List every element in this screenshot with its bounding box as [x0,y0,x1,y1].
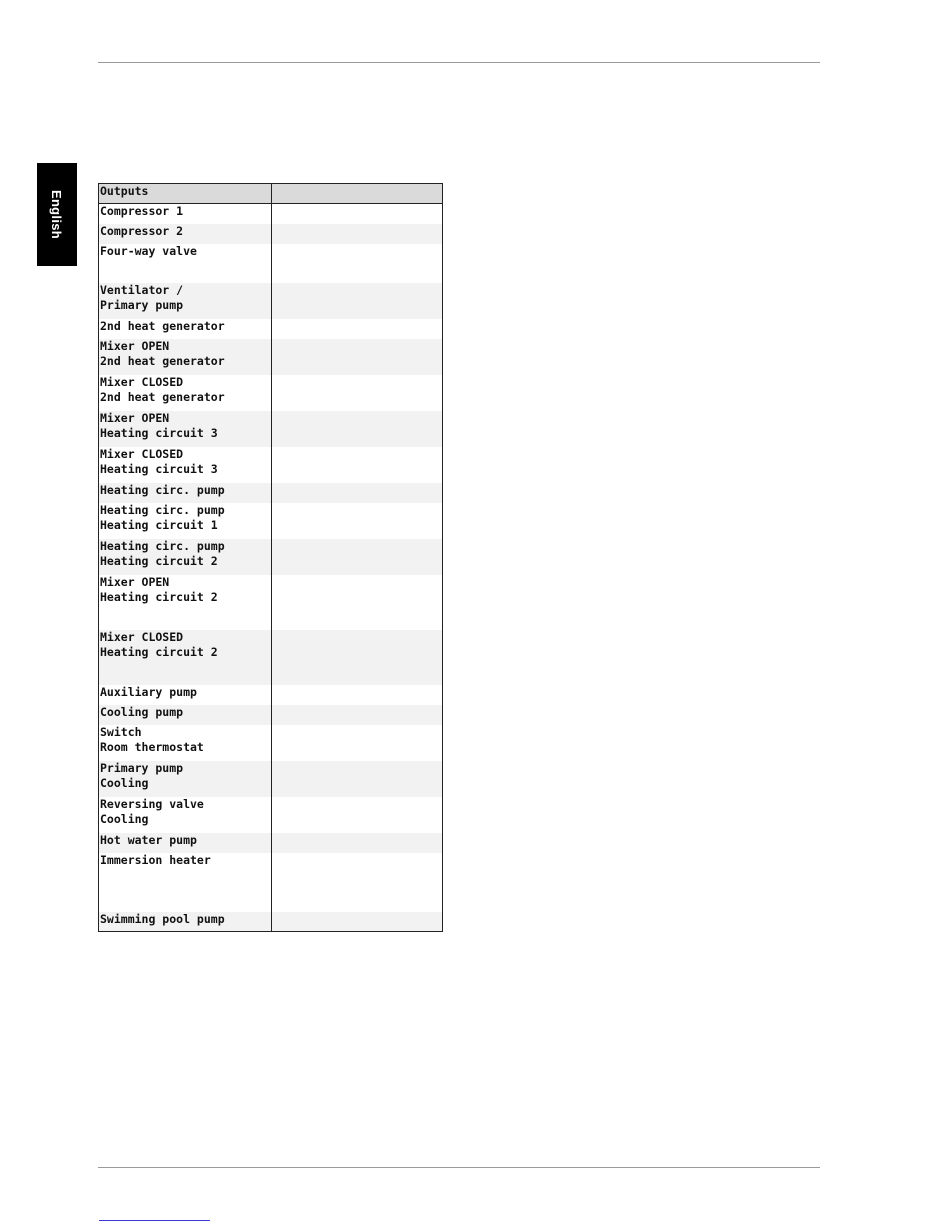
row-label: Heating circ. pump Heating circuit 1 [99,503,272,539]
row-label: Mixer CLOSED 2nd heat generator [99,375,272,411]
row-value [272,339,443,375]
row-value [272,244,443,283]
row-value [272,283,443,319]
row-label: Compressor 1 [99,204,272,224]
table-header-row [99,184,443,204]
row-value [272,224,443,244]
row-value [272,375,443,411]
row-label: Primary pump Cooling [99,761,272,797]
row-label: Reversing valve Cooling [99,797,272,833]
table-row [99,539,443,575]
row-label: 2nd heat generator [99,319,272,339]
row-value [272,539,443,575]
row-label: Auxiliary pump [99,685,272,705]
row-label: Swimming pool pump [99,912,272,932]
row-value [272,761,443,797]
row-label: Mixer OPEN Heating circuit 3 [99,411,272,447]
table-row [99,244,443,283]
language-tab-label: English [49,189,65,240]
row-label: Ventilator / Primary pump [99,283,272,319]
row-label: Mixer OPEN Heating circuit 2 [99,575,272,630]
header-rule [98,62,820,63]
row-label: Heating circ. pump [99,483,272,503]
row-label: Heating circ. pump Heating circuit 2 [99,539,272,575]
table-row [99,575,443,630]
table-row [99,224,443,244]
table-row [99,853,443,912]
row-value [272,685,443,705]
table-row [99,685,443,705]
table-row [99,912,443,932]
row-value [272,204,443,224]
table-row [99,833,443,853]
row-label: Compressor 2 [99,224,272,244]
table-row [99,319,443,339]
row-label: Mixer OPEN 2nd heat generator [99,339,272,375]
row-value [272,797,443,833]
table-row [99,411,443,447]
row-label: Hot water pump [99,833,272,853]
row-value [272,705,443,725]
table-row [99,725,443,761]
row-value [272,833,443,853]
footer-rule [98,1167,820,1168]
header-cell-value [272,184,443,204]
table-row [99,483,443,503]
row-label: Switch Room thermostat [99,725,272,761]
table-row [99,375,443,411]
row-value [272,853,443,912]
row-label: Mixer CLOSED Heating circuit 2 [99,630,272,685]
table-row [99,283,443,319]
table-row [99,204,443,224]
footer-link-underline [99,1220,210,1221]
row-value [272,447,443,483]
row-label: Mixer CLOSED Heating circuit 3 [99,447,272,483]
row-value [272,319,443,339]
table-row [99,503,443,539]
table-row [99,447,443,483]
header-cell-outputs: Outputs [99,184,272,204]
row-value [272,725,443,761]
row-value [272,503,443,539]
row-value [272,912,443,932]
table-row [99,339,443,375]
table-row [99,797,443,833]
row-label: Cooling pump [99,705,272,725]
table-row [99,630,443,685]
row-value [272,630,443,685]
language-tab [37,163,77,266]
outputs-table [98,183,443,932]
row-label: Four-way valve [99,244,272,283]
row-value [272,483,443,503]
row-value [272,411,443,447]
table-row [99,705,443,725]
row-label: Immersion heater [99,853,272,912]
row-value [272,575,443,630]
table-row [99,761,443,797]
